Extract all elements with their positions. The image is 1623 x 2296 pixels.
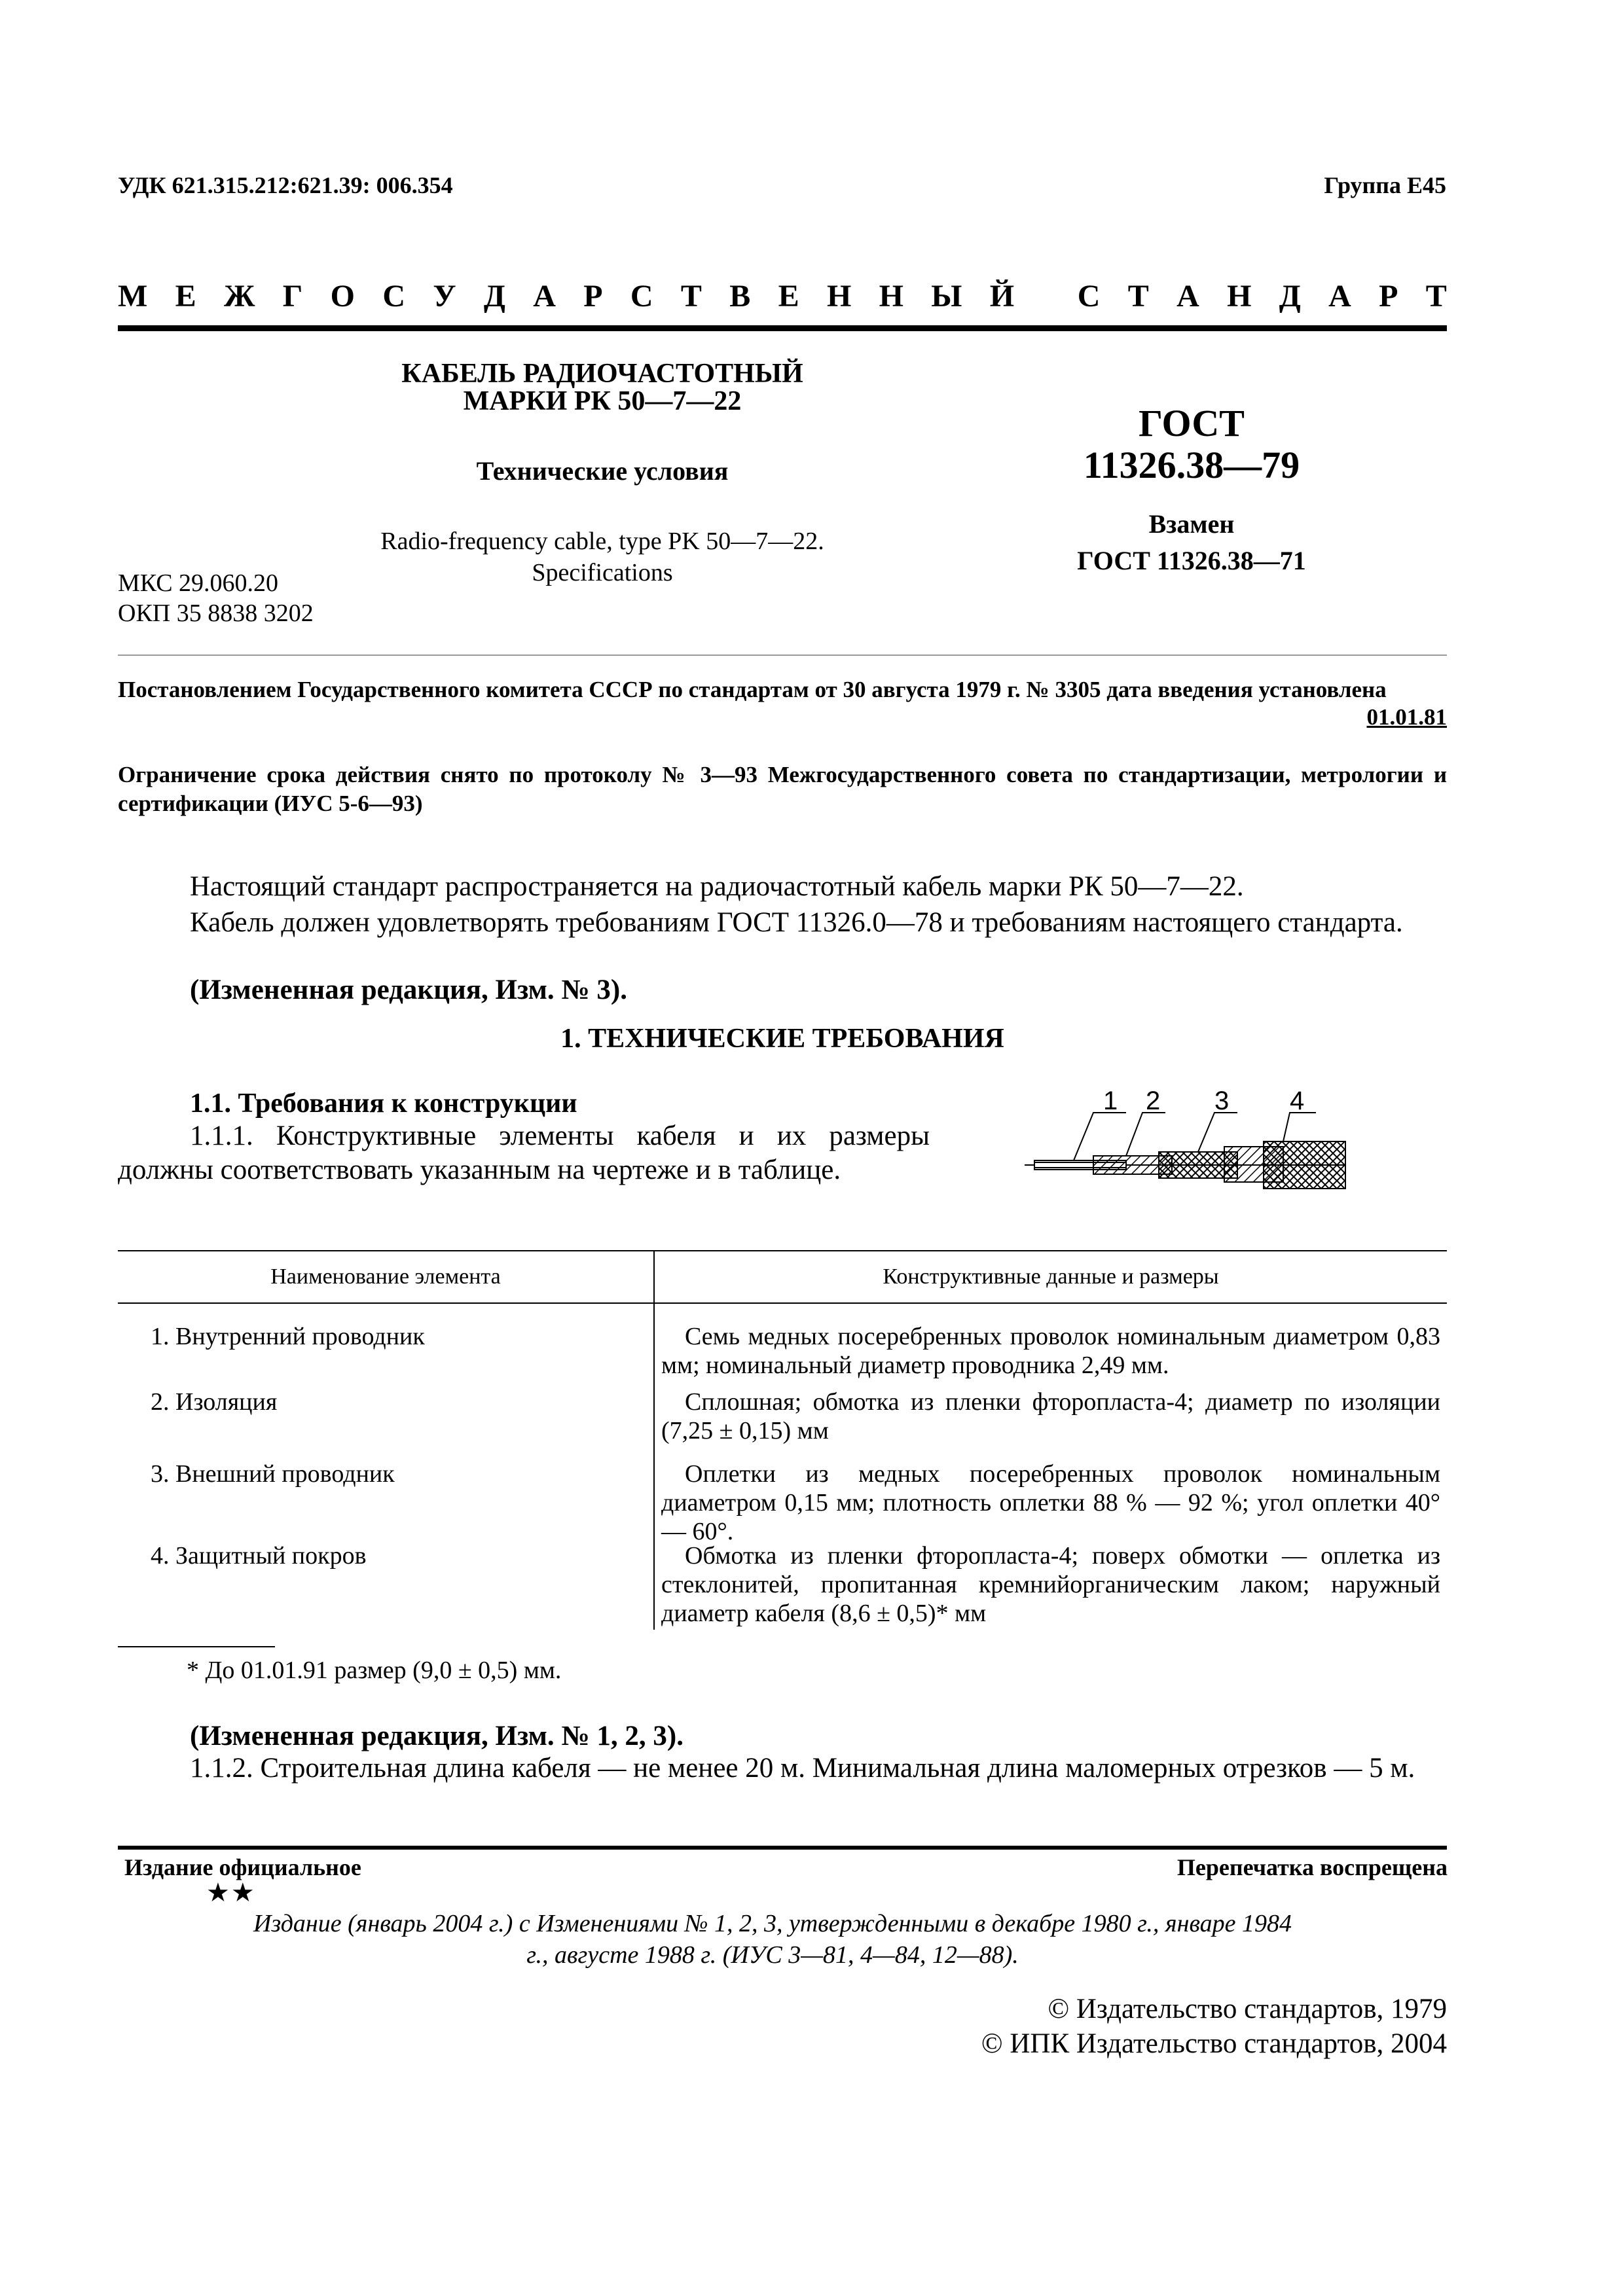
interstate-letter: Й: [989, 279, 1015, 314]
interstate-letter: Д: [1279, 279, 1301, 314]
gost-block: [1008, 403, 1375, 579]
diagram-label-2: 2: [1146, 1086, 1161, 1115]
edition-note: Издание (январь 2004 г.) с Изменениями № 1, 2, 3, утвержденными в декабре 1980 г., январе 1984 г., августе 1988 г. (ИУС 3—81, 4—84, 12—88).: [253, 1910, 1292, 1969]
table-header-element: Наименование элемента: [270, 1265, 501, 1289]
interstate-letter: Р: [583, 279, 603, 314]
classification-codes: [118, 568, 314, 628]
mks-code: МКС 29.060.20: [118, 569, 279, 597]
gost-replaces-label: Взамен: [1148, 509, 1235, 539]
title-block: [275, 360, 930, 588]
interstate-letter: А: [1176, 279, 1199, 314]
interstate-letter: Т: [680, 279, 702, 314]
restriction-text: Ограничение срока действия снято по протоколу № 3—93 Межгосударственного совета по стандартизации, метрологии и сертификации (ИУС 5-6—93): [118, 762, 1447, 816]
interstate-letter: С: [382, 279, 405, 314]
header-rule: [118, 325, 1447, 331]
interstate-letter: А: [533, 279, 556, 314]
interstate-letter: Е: [778, 279, 799, 314]
title-line-1: КАБЕЛЬ РАДИОЧАСТОТНЫЙ: [401, 359, 803, 389]
table-header-rule: [118, 1302, 1447, 1304]
title-subtitle: Технические условия: [476, 456, 729, 486]
protective-cover-shape: [1264, 1141, 1345, 1189]
copyright-2004: © ИПК Издательство стандартов, 2004: [981, 2028, 1447, 2059]
footnote-rule: [118, 1646, 275, 1647]
stars-mark: ★★: [206, 1878, 256, 1907]
intro-paragraph-1: Настоящий стандарт распространяется на радиочастотный кабель марки РК 50—7—22.: [190, 871, 1244, 902]
construction-table: [118, 1250, 1447, 1630]
interstate-letter: Г: [282, 279, 303, 314]
interstate-letter: О: [330, 279, 355, 314]
interstate-letter: Ж: [223, 279, 255, 314]
separator-rule: [118, 655, 1447, 656]
paragraph-1-1-1: 1.1.1. Конструктивные элементы кабеля и их размеры должны соответствовать указанным на чертеже и в таблице.: [118, 1121, 930, 1185]
table-cell-name: 1. Внутренний проводник: [151, 1323, 425, 1350]
intro-change-note: (Измененная редакция, Изм. № 3).: [190, 975, 627, 1005]
udk-code: УДК 621.315.212:621.39: 006.354: [118, 172, 453, 198]
group-code: Группа Е45: [1324, 172, 1446, 198]
title-english: [275, 526, 930, 588]
interstate-standard-heading: [118, 278, 1447, 314]
interstate-letter: [1042, 278, 1049, 314]
table-cell-name: 2. Изоляция: [151, 1388, 278, 1416]
official-edition-label: Издание официальное: [124, 1854, 361, 1880]
title-line-2: МАРКИ РК 50—7—22: [463, 386, 742, 416]
decree-text: Постановлением Государственного комитета СССР по стандартам от 30 августа 1979 г. № 3305 дата введения установлена: [118, 677, 1387, 702]
diagram-label-4: 4: [1290, 1086, 1305, 1115]
section-heading: 1. ТЕХНИЧЕСКИЕ ТРЕБОВАНИЯ: [560, 1024, 1004, 1054]
diagram-label-1: 1: [1103, 1086, 1118, 1115]
title-english-line-2: Specifications: [532, 559, 673, 586]
table-header-data: Конструктивные данные и размеры: [883, 1265, 1219, 1289]
table-top-rule: [118, 1250, 1447, 1251]
interstate-letter: Н: [1227, 279, 1252, 314]
title-english-line-1: Radio-frequency cable, type PK 50—7—22.: [380, 528, 824, 555]
interstate-letter: Т: [1425, 279, 1447, 314]
table-column-divider: [653, 1250, 655, 1630]
subsection-heading: 1.1. Требования к конструкции: [190, 1088, 577, 1119]
gost-replaces: [1008, 506, 1375, 579]
interstate-letter: М: [118, 279, 148, 314]
interstate-letter: Р: [1379, 279, 1398, 314]
decree-date: 01.01.81: [1366, 704, 1447, 730]
intro-paragraph-2: Кабель должен удовлетворять требованиям ГОСТ 11326.0—78 и требованиям настоящего стандарта.: [190, 907, 1403, 938]
interstate-letter: В: [729, 279, 751, 314]
interstate-letter: Н: [879, 279, 903, 314]
interstate-letter: С: [1077, 279, 1101, 314]
table-cell-data: Оплетки из медных посеребренных проволок номинальным диаметром 0,15 мм; плотность оплетки 88 % — 92 %; угол оплетки 40° — 60°.: [661, 1460, 1440, 1545]
interstate-letter: С: [630, 279, 653, 314]
interstate-letter: Н: [826, 279, 852, 314]
interstate-letter: У: [433, 279, 456, 314]
table-cell-data: Обмотка из пленки фторопласта-4; поверх обмотки — оплетка из стеклонитей, пропитанная кремнийорганическим лаком; наружный диаметр кабеля (8,6 ± 0,5)* мм: [661, 1542, 1440, 1627]
table-cell-data: Сплошная; обмотка из пленки фторопласта-4; диаметр по изоляции (7,25 ± 0,15) мм: [661, 1388, 1440, 1444]
interstate-letter: Ы: [931, 279, 962, 314]
change-note-2: (Измененная редакция, Изм. № 1, 2, 3).: [190, 1721, 684, 1751]
copyright-1979: © Издательство стандартов, 1979: [1048, 1994, 1447, 2024]
footer-rule: [118, 1846, 1447, 1850]
interstate-letter: Е: [175, 279, 196, 314]
interstate-letter: Т: [1127, 279, 1149, 314]
paragraph-1-1-2: 1.1.2. Строительная длина кабеля — не менее 20 м. Минимальная длина маломерных отрезков — 5 м.: [190, 1753, 1415, 1784]
gost-number: 11326.38—79: [1083, 444, 1300, 486]
gost-replaces-number: ГОСТ 11326.38—71: [1077, 546, 1306, 575]
cable-diagram: [1015, 1086, 1355, 1217]
okp-code: ОКП 35 8838 3202: [118, 600, 314, 627]
diagram-label-3: 3: [1214, 1086, 1230, 1115]
interstate-letter: А: [1328, 279, 1351, 314]
table-cell-name: 4. Защитный покров: [151, 1542, 367, 1570]
reprint-prohibited-label: Перепечатка воспрещена: [1176, 1854, 1448, 1880]
table-cell-data: Семь медных посеребренных проволок номинальным диаметром 0,83 мм; номинальный диаметр проводника 2,49 мм.: [661, 1323, 1440, 1379]
table-cell-name: 3. Внешний проводник: [151, 1460, 395, 1488]
footnote: * До 01.01.91 размер (9,0 ± 0,5) мм.: [187, 1657, 562, 1684]
interstate-letter: Д: [483, 279, 505, 314]
gost-label: ГОСТ: [1139, 402, 1245, 444]
